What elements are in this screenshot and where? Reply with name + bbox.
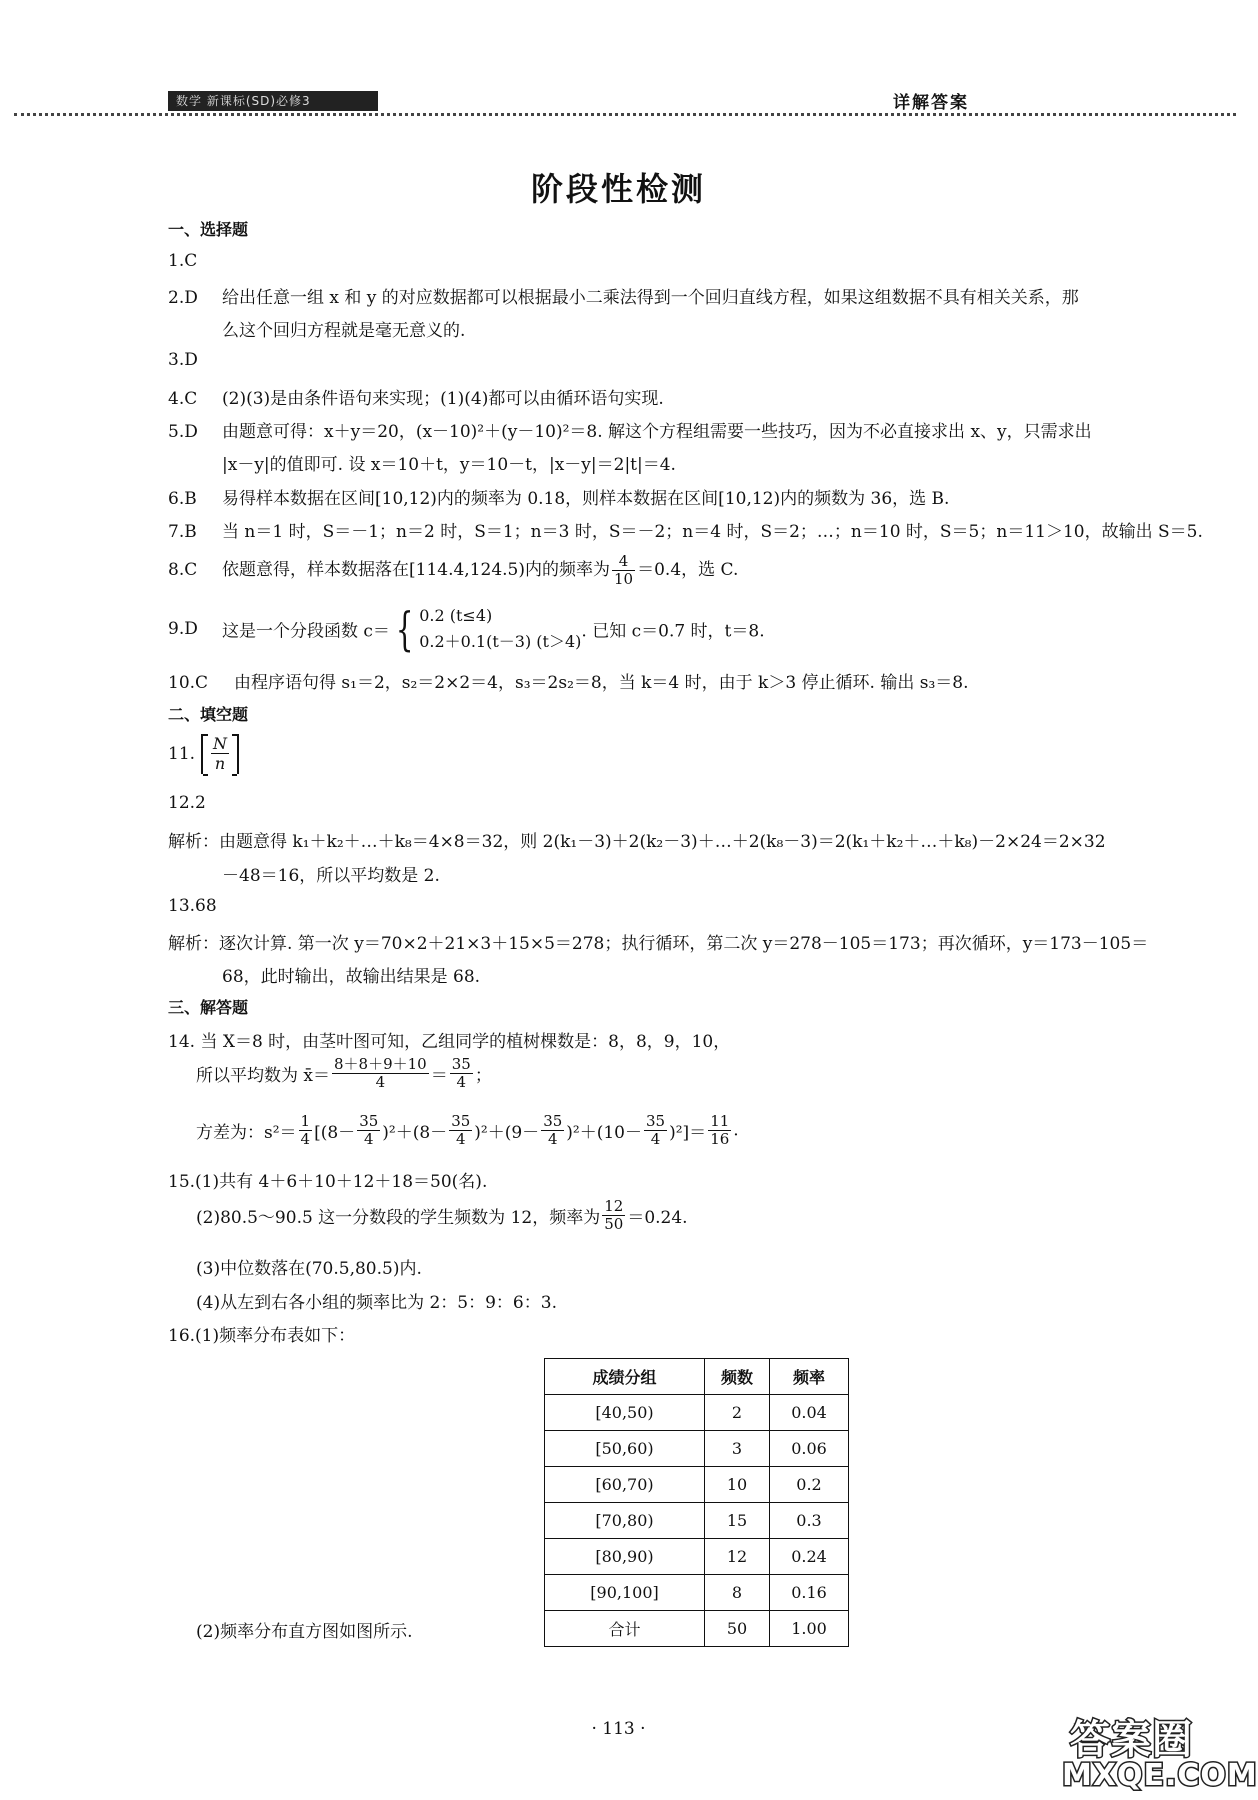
table-cell: 0.24 xyxy=(770,1539,849,1575)
answer-7-text: 当 n＝1 时，S＝－1；n＝2 时，S＝1；n＝3 时，S＝－2；n＝4 时，S＝2；…；n＝10 时，S＝5；n＝11＞10，故输出 S＝5. xyxy=(222,522,1203,542)
table-row xyxy=(545,1467,849,1503)
answer-14-line1: 14. 当 X＝8 时，由茎叶图可知，乙组同学的植树棵数是：8，8，9，10， xyxy=(168,1032,731,1052)
table-row xyxy=(545,1503,849,1539)
answer-8 xyxy=(168,553,738,588)
answer-2 xyxy=(168,283,1079,308)
header-divider xyxy=(14,113,1236,116)
header-answer-label: 详解答案 xyxy=(893,93,969,113)
table-header-frequency: 频率 xyxy=(770,1359,849,1395)
answer-11 xyxy=(168,734,239,774)
answer-11-number: 11. xyxy=(168,744,196,764)
variance-term-fraction-3: $\frac{35}{4}$ xyxy=(543,1112,563,1148)
answer-5 xyxy=(168,417,1092,442)
table-header-count: 频数 xyxy=(705,1359,770,1395)
piecewise-case-2: 0.2＋0.1(t－3) (t＞4) xyxy=(419,632,582,651)
table-cell: 0.16 xyxy=(770,1575,849,1611)
table-cell: [70,80) xyxy=(545,1503,705,1539)
answer-16-part2: (2)频率分布直方图如图所示. xyxy=(196,1622,413,1642)
mean-fraction: $\frac{8+8+9+10}{4}$ xyxy=(334,1055,427,1091)
table-header-row xyxy=(545,1359,849,1395)
answer-8-text-a: 依题意得，样本数据落在[114.4,124.5)内的频率为 xyxy=(222,560,611,580)
answer-7 xyxy=(168,517,1203,542)
table-header-group: 成绩分组 xyxy=(545,1359,705,1395)
table-cell: 10 xyxy=(705,1467,770,1503)
page-title: 阶段性检测 xyxy=(530,170,706,208)
mean-result-fraction: $\frac{35}{4}$ xyxy=(451,1055,471,1091)
table-row xyxy=(545,1539,849,1575)
answer-15-part1: 15.(1)共有 4＋6＋10＋12＋18＝50(名). xyxy=(168,1172,488,1192)
answer-11-fraction: $\frac{N}{n}$ xyxy=(213,734,228,773)
page-number: · 113 · xyxy=(591,1719,646,1739)
answer-4-text: (2)(3)是由条件语句来实现；(1)(4)都可以由循环语句实现. xyxy=(222,389,664,409)
answer-9 xyxy=(168,603,765,655)
answer-15-part3: (3)中位数落在(70.5,80.5)内. xyxy=(196,1259,422,1279)
answer-15-fraction: $\frac{12}{50}$ xyxy=(604,1197,624,1233)
answer-14-mean: 所以平均数为 x̄＝ $\frac{8+8+9+10}{4}$ ＝ $\frac{35}{4}$ ； xyxy=(196,1055,492,1091)
table-cell: 12 xyxy=(705,1539,770,1575)
table-cell: 50 xyxy=(705,1611,770,1647)
piecewise-cases xyxy=(419,603,581,655)
table-row xyxy=(545,1575,849,1611)
table-cell: [60,70) xyxy=(545,1467,705,1503)
watermark-top-text: 答案圈 xyxy=(1070,1717,1193,1763)
answer-5-number: 5.D xyxy=(168,422,198,442)
table-row xyxy=(545,1431,849,1467)
answer-9-number: 9.D xyxy=(168,619,198,639)
answer-13-analysis-line2: 68，此时输出，故输出结果是 68. xyxy=(222,967,481,987)
table-cell: [80,90) xyxy=(545,1539,705,1575)
header-tag: 数学 新课标(SD)必修3 xyxy=(168,91,378,111)
table-cell: 2 xyxy=(705,1395,770,1431)
piecewise-case-1: 0.2 (t≤4) xyxy=(419,606,493,625)
answer-15-part4: (4)从左到右各小组的频率比为 2：5：9：6：3. xyxy=(196,1293,557,1313)
answer-8-number: 8.C xyxy=(168,560,198,580)
answer-5-text-line2: |x－y|的值即可. 设 x＝10＋t，y＝10－t，|x－y|＝2|t|＝4. xyxy=(222,455,676,475)
answer-12: 12.2 xyxy=(168,793,206,813)
variance-coef-fraction: $\frac{1}{4}$ xyxy=(300,1112,311,1148)
section-heading-choice: 一、选择题 xyxy=(168,220,249,239)
table-cell: 0.2 xyxy=(770,1467,849,1503)
answer-1: 1.C xyxy=(168,251,198,271)
answer-6-number: 6.B xyxy=(168,489,197,509)
answer-8-text-b: ＝0.4，选 C. xyxy=(637,560,739,580)
table-cell: 合计 xyxy=(545,1611,705,1647)
table-cell: 0.06 xyxy=(770,1431,849,1467)
watermark-bottom-text: MXQE.COM xyxy=(1062,1758,1258,1793)
answer-12-analysis-line2: －48＝16，所以平均数是 2. xyxy=(222,866,440,886)
answer-6-text: 易得样本数据在区间[10,12)内的频率为 0.18，则样本数据在区间[10,12)内的频数为 36，选 B. xyxy=(222,489,950,509)
answer-10 xyxy=(168,668,969,693)
variance-result-fraction: $\frac{11}{16}$ xyxy=(710,1112,730,1148)
section-heading-solution: 三、解答题 xyxy=(168,998,249,1017)
table-cell: 15 xyxy=(705,1503,770,1539)
table-row xyxy=(545,1395,849,1431)
answer-5-text-line1: 由题意可得：x＋y＝20，(x－10)²＋(y－10)²＝8. 解这个方程组需要一些技巧，因为不必直接求出 x、y，只需求出 xyxy=(222,422,1092,442)
table-cell: [40,50) xyxy=(545,1395,705,1431)
answer-9-text-a: 这是一个分段函数 c＝ xyxy=(222,621,390,642)
answer-10-text: 由程序语句得 s₁＝2，s₂＝2×2＝4，s₃＝2s₂＝8，当 k＝4 时，由于 k＞3 停止循环. 输出 s₃＝8. xyxy=(234,673,969,693)
variance-term-fraction-4: $\frac{35}{4}$ xyxy=(646,1112,666,1148)
answer-14-variance: 方差为：s²＝ $\frac{1}{4}$ [(8－ $\frac{35}{4}$ )²＋(8－ $\frac{35}{4}$ )²＋(9－ $\frac{35}{4}$ )²＋(10－ $\frac{35}{4}$ )²]＝ $\frac{11}{16}$ . xyxy=(196,1112,739,1148)
answer-2-text-line2: 么这个回归方程就是毫无意义的. xyxy=(222,321,466,341)
answer-16-part1: 16.(1)频率分布表如下： xyxy=(168,1326,356,1346)
variance-term-fraction-2: $\frac{35}{4}$ xyxy=(451,1112,471,1148)
frequency-table xyxy=(544,1358,849,1647)
answer-4 xyxy=(168,384,664,409)
answer-7-number: 7.B xyxy=(168,522,197,542)
answer-13: 13.68 xyxy=(168,896,217,916)
table-cell: [50,60) xyxy=(545,1431,705,1467)
variance-term-fraction-1: $\frac{35}{4}$ xyxy=(359,1112,379,1148)
table-cell: 0.3 xyxy=(770,1503,849,1539)
answer-2-text-line1: 给出任意一组 x 和 y 的对应数据都可以根据最小二乘法得到一个回归直线方程，如果这组数据不具有相关关系，那 xyxy=(222,288,1079,308)
answer-12-analysis-line1: 解析：由题意得 k₁＋k₂＋…＋k₈＝4×8＝32，则 2(k₁－3)＋2(k₂－3)＋…＋2(k₈－3)＝2(k₁＋k₂＋…＋k₈)－2×24＝2×32 xyxy=(168,832,1106,852)
answer-4-number: 4.C xyxy=(168,389,198,409)
answer-15-part2: (2)80.5～90.5 这一分数段的学生频数为 12，频率为 $\frac{12}{50}$ ＝0.24. xyxy=(196,1197,688,1233)
answer-8-fraction: $\frac{4}{10}$ xyxy=(614,552,634,588)
answer-10-number: 10.C xyxy=(168,673,209,693)
watermark-logo xyxy=(1060,1708,1258,1794)
table-row-total xyxy=(545,1611,849,1647)
answer-3: 3.D xyxy=(168,350,198,370)
piecewise-brace: { xyxy=(395,602,414,656)
table-cell: [90,100] xyxy=(545,1575,705,1611)
floor-bracket xyxy=(201,734,239,774)
section-heading-fill: 二、填空题 xyxy=(168,705,249,724)
answer-13-analysis-line1: 解析：逐次计算. 第一次 y＝70×2＋21×3＋15×5＝278；执行循环，第二次 y＝278－105＝173；再次循环，y＝173－105＝ xyxy=(168,934,1149,954)
table-cell: 3 xyxy=(705,1431,770,1467)
table-cell: 8 xyxy=(705,1575,770,1611)
answer-6 xyxy=(168,484,949,509)
answer-2-number: 2.D xyxy=(168,288,198,308)
table-cell: 1.00 xyxy=(770,1611,849,1647)
answer-9-text-b: . 已知 c＝0.7 时，t＝8. xyxy=(581,621,765,642)
table-cell: 0.04 xyxy=(770,1395,849,1431)
